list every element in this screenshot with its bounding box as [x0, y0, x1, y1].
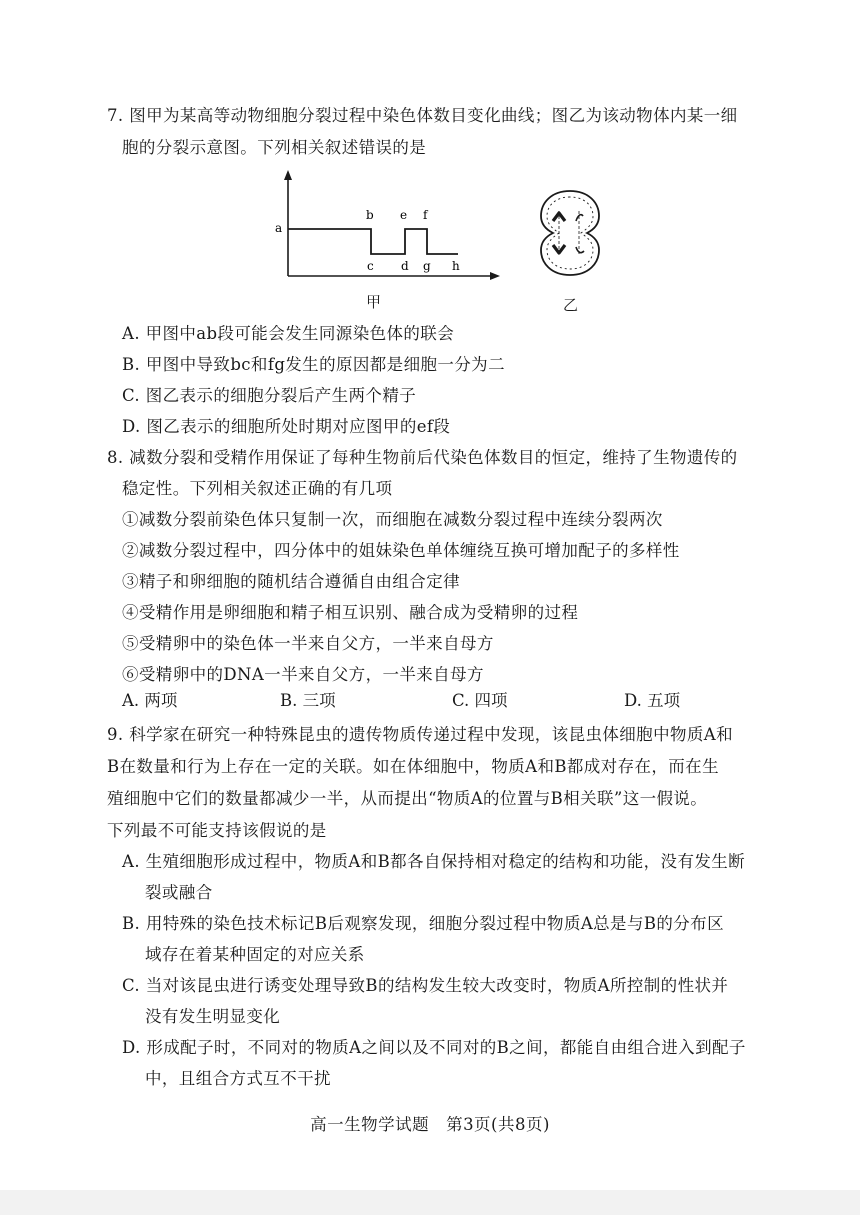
label-f: f [423, 208, 428, 222]
q8-item-6: ⑥受精卵中的DNA一半来自父方，一半来自母方 [122, 665, 484, 684]
q9-option-a-line2: 裂或融合 [145, 883, 213, 902]
q9-option-d-line2: 中，且组合方式互不干扰 [145, 1069, 331, 1088]
q8-item-2: ②减数分裂过程中，四分体中的姐妹染色单体缠绕互换可增加配子的多样性 [122, 541, 680, 560]
q9-option-a-line1: A. 生殖细胞形成过程中，物质A和B都各自保持相对稳定的结构和功能，没有发生断 [122, 852, 746, 871]
q8-stem-line1: 8. 减数分裂和受精作用保证了每种生物前后代染色体数目的恒定，维持了生物遗传的 [107, 448, 738, 467]
q8-option-c: C. 四项 [452, 691, 508, 710]
chromosome-bottom-right [576, 247, 584, 253]
figure-yi-caption: 乙 [563, 296, 579, 314]
q8-option-b: B. 三项 [280, 691, 336, 710]
q9-stem-line4: 下列最不可能支持该假说的是 [107, 821, 327, 840]
q7-stem-line1: 7. 图甲为某高等动物细胞分裂过程中染色体数目变化曲线；图乙为该动物体内某一细 [107, 106, 738, 125]
q9-option-c-line2: 没有发生明显变化 [145, 1007, 281, 1026]
label-c: c [367, 259, 374, 273]
cell-membrane [541, 191, 599, 275]
scan-bottom-band [0, 1190, 860, 1215]
q9-stem-line1: 9. 科学家在研究一种特殊昆虫的遗传物质传递过程中发现，该昆虫体细胞中物质A和 [107, 725, 734, 744]
chromosome-top-right [576, 215, 583, 221]
label-b: b [366, 208, 374, 222]
label-h: h [452, 259, 460, 273]
x-axis-arrow [490, 272, 500, 280]
q8-item-4: ④受精作用是卵细胞和精子相互识别、融合成为受精卵的过程 [122, 603, 579, 622]
q8-item-5: ⑤受精卵中的染色体一半来自父方，一半来自母方 [122, 634, 494, 653]
label-g: g [423, 259, 431, 273]
chromosome-curve [288, 229, 458, 254]
figure-jia-chart [268, 168, 508, 286]
label-d: d [401, 259, 409, 273]
q7-option-b: B. 甲图中导致bc和fg发生的原因都是细胞一分为二 [122, 355, 505, 374]
q8-item-3: ③精子和卵细胞的随机结合遵循自由组合定律 [122, 572, 460, 591]
q7-option-a: A. 甲图中ab段可能会发生同源染色体的联会 [122, 324, 455, 343]
q7-option-d: D. 图乙表示的细胞所处时期对应图甲的ef段 [122, 417, 451, 436]
q8-options [122, 690, 762, 712]
q9-option-b-line1: B. 用特殊的染色技术标记B后观察发现，细胞分裂过程中物质A总是与B的分布区 [122, 914, 724, 933]
q9-stem-line3: 殖细胞中它们的数量都减少一半，从而提出“物质A的位置与B相关联”这一假说。 [107, 789, 708, 808]
figure-jia-caption: 甲 [366, 293, 382, 311]
q9-option-b-line2: 域存在着某种固定的对应关系 [145, 945, 365, 964]
figure-yi-cell [533, 183, 608, 283]
q9-option-c-line1: C. 当对该昆虫进行诱变处理导致B的结构发生较大改变时，物质A所控制的性状并 [122, 976, 729, 995]
q9-option-d-line1: D. 形成配子时，不同对的物质A之间以及不同对的B之间，都能自由组合进入到配子 [122, 1038, 746, 1057]
page-footer: 高一生物学试题 第3页(共8页) [310, 1115, 550, 1134]
y-axis-arrow [284, 170, 292, 180]
q8-option-d: D. 五项 [624, 691, 681, 710]
q8-stem-line2: 稳定性。下列相关叙述正确的有几项 [122, 479, 393, 498]
q7-stem-line2: 胞的分裂示意图。下列相关叙述错误的是 [122, 138, 427, 157]
label-e: e [400, 208, 408, 222]
label-a: a [275, 221, 283, 235]
q9-stem-line2: B在数量和行为上存在一定的关联。如在体细胞中，物质A和B都成对存在，而在生 [107, 757, 719, 776]
q7-option-c: C. 图乙表示的细胞分裂后产生两个精子 [122, 386, 417, 405]
q8-item-1: ①减数分裂前染色体只复制一次，而细胞在减数分裂过程中连续分裂两次 [122, 510, 663, 529]
q8-option-a: A. 两项 [122, 691, 178, 710]
